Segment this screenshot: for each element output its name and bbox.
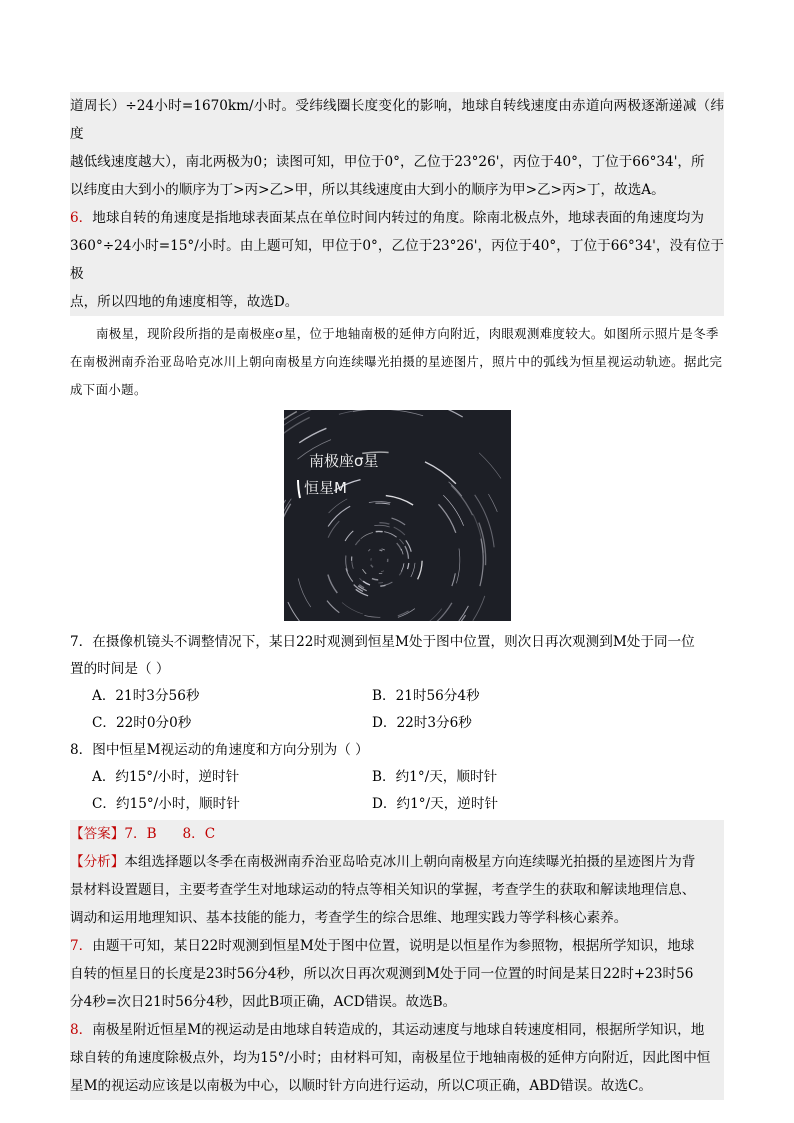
star-trail-arc <box>342 603 363 615</box>
star-trail-arc <box>363 569 367 574</box>
star-trail-arc <box>425 462 456 484</box>
star-trail-arc <box>381 571 384 572</box>
explanation-6-line: 点，所以四地的角速度相等，故选D。 <box>70 294 299 310</box>
explanation-6-number: 6． <box>70 210 93 226</box>
explanation-5-line: 道周长）÷24小时=1670km/小时。受纬线圈长度变化的影响，地球自转线速度由赤道向两极逐渐递减（纬度 <box>70 98 724 142</box>
star-trail-arc <box>436 603 452 621</box>
south-pole-star-label: 南极座σ星 <box>309 452 379 470</box>
star-trail-arc <box>284 504 291 549</box>
star-trail-arc <box>299 428 326 443</box>
page-content <box>70 92 724 1100</box>
explanation-8-line: 星M的视运动应该是以南极为中心，以顺时针方向进行运动，所以C项正确，ABD错误。故选C。 <box>70 1078 652 1094</box>
star-trail-arc <box>400 539 404 544</box>
question-8-options-row <box>70 791 724 818</box>
question-7-options-row <box>70 710 724 737</box>
analysis-text: 本组选择题以冬季在南极洲南乔治亚岛哈克冰川上朝向南极星方向连续曝光拍摄的星迹图片为背 <box>124 854 696 870</box>
star-trail-arc <box>363 581 370 585</box>
star-trails-graphic <box>284 410 511 621</box>
star-trail-arc <box>346 568 353 581</box>
star-trail-arc <box>372 579 378 580</box>
analysis-line: 景材料设置题目，主要考查学生对地球运动的特点等相关知识的掌握，考查学生的获取和解读地理信息、 <box>70 882 696 898</box>
explanation-6-line <box>70 204 724 232</box>
star-trail-arc <box>479 453 501 479</box>
star-trail-arc <box>352 561 354 569</box>
option-a: A．约15°/小时，逆时针 <box>92 769 240 785</box>
star-trail-arc <box>419 609 442 621</box>
star-trail-arc <box>411 563 415 577</box>
answer-tag: 【答案】 <box>70 826 125 842</box>
star-trail-arc <box>327 601 339 613</box>
star-trail-arc <box>368 549 370 551</box>
explanation-8-text: 南极星附近恒星M的视运动是由地球自转造成的，其运动速度与地球自转速度相同，根据所学知识，地 <box>92 1022 705 1038</box>
star-trail-arc <box>418 561 423 580</box>
star-trail-arc <box>374 525 389 527</box>
star-trail-arc <box>394 527 405 535</box>
answer-text: 7．B 8．C <box>124 826 216 842</box>
explanation-7-line: 分4秒=次日21时56分4秒，因此B项正确，ACD错误。故选B。 <box>70 994 457 1010</box>
question-8-options-row <box>70 764 724 791</box>
star-trail-arc <box>364 615 380 617</box>
star-trail-arc <box>375 503 390 504</box>
question-8-stem: 8．图中恒星M视运动的角速度和方向分别为（ ） <box>70 742 369 758</box>
star-m-label: 恒星M <box>304 479 347 497</box>
star-trail-arc <box>284 412 297 433</box>
explanation-5-line: 越低线速度越大），南北两极为0；读图可知，甲位于0°，乙位于23°26'，丙位于40°，丁位于66°34'，所 <box>70 154 705 170</box>
option-b: B．约1°/天，顺时针 <box>372 769 498 785</box>
question-7 <box>70 629 724 737</box>
explanation-5-line: 以纬度由大到小的顺序为丁>丙>乙>甲，所以其线速度由大到小的顺序为甲>乙>丙>丁，故选A。 <box>70 182 665 198</box>
star-trail-arc <box>371 565 373 568</box>
star-trail-arc <box>439 504 456 533</box>
star-trail-arc <box>488 494 497 512</box>
star-trail-photo <box>284 410 511 621</box>
star-trail-arc <box>345 531 353 541</box>
star-trail-arc <box>401 549 403 555</box>
explanation-8-line <box>70 1016 724 1044</box>
star-trail-arc <box>379 550 382 551</box>
explanation-8-number: 8． <box>70 1022 93 1038</box>
star-trail-arc <box>353 410 423 416</box>
star-trail-arc <box>408 563 409 569</box>
option-c: C．22时0分0秒 <box>92 715 192 731</box>
star-trail-arc <box>405 546 409 559</box>
analysis-tag: 【分析】 <box>70 854 125 870</box>
star-trail-arc <box>384 532 396 538</box>
star-trail-arc <box>328 575 337 593</box>
explanation-7-text: 由题干可知，某日22时观测到恒星M处于图中位置，说明是以恒星作为参照物，根据所学知识，地球 <box>92 938 695 954</box>
star-trail-arc <box>359 578 363 581</box>
star-trail-arc <box>379 523 389 524</box>
star-trail-arc <box>456 549 459 584</box>
star-trail-arc <box>380 585 385 586</box>
option-a: A．21时3分56秒 <box>92 688 200 704</box>
explanation-5-6 <box>70 92 724 316</box>
question-7-stem: 置的时间是（ ） <box>70 661 170 677</box>
star-trail-arc <box>451 485 472 515</box>
question-7-stem: 7．在摄像机镜头不调整情况下，某日22时观测到恒星M处于图中位置，则次日再次观测到M处于同一位 <box>70 634 695 650</box>
star-trail-arc <box>355 540 360 546</box>
analysis-line <box>70 848 724 876</box>
star-trail-arc <box>507 581 511 621</box>
star-trail-arc <box>392 518 406 525</box>
star-trail-arc <box>401 563 404 571</box>
option-b: B．21时56分4秒 <box>372 688 480 704</box>
star-trail-arc <box>455 615 465 621</box>
explanation-8-line: 球自转的角速度除极点外，均为15°/小时；由材料可知，南极星位于地轴南极的延伸方向附近，因此图中恒 <box>70 1050 711 1066</box>
star-trail-arc <box>443 495 463 526</box>
explanation-7-line: 自转的恒星日的长度是23时56分4秒，所以次日再次观测到M处于同一位置的时间是某日22时+23时56 <box>70 966 694 982</box>
star-trail-arc <box>473 596 485 621</box>
explanation-6-line: 360°÷24小时=15°/小时。由上题可知，甲位于0°，乙位于23°26'，丙位于40°，丁位于66°34'，没有位于极 <box>70 238 724 282</box>
star-trail-arc <box>369 502 391 503</box>
answer-and-analysis <box>70 820 724 1100</box>
star-trail-arc <box>386 496 413 505</box>
analysis-line: 调动和运用地理知识、基本技能的能力，考查学生的综合思维、地理实践力等学科核心素养。 <box>70 910 628 926</box>
star-trail-arc <box>328 506 350 526</box>
option-c: C．约15°/小时，顺时针 <box>92 796 240 812</box>
star-trail-arc <box>329 499 348 513</box>
star-trail-arc <box>361 533 373 539</box>
star-trail-arc <box>284 417 310 438</box>
star-trail-arc <box>398 609 415 618</box>
explanation-6-text: 地球自转的角速度是指地球表面某点在单位时间内转过的角度。除南北极点外，地球表面的角速度均为 <box>92 210 704 226</box>
star-m-trail <box>298 480 300 498</box>
answer-line <box>70 820 724 848</box>
star-trail-arc <box>397 543 402 550</box>
star-trail-arc <box>475 495 494 548</box>
question-7-options-row <box>70 683 724 710</box>
explanation-7-line <box>70 932 724 960</box>
star-trail-arc <box>413 410 463 417</box>
star-trail-arc <box>288 602 307 621</box>
option-d: D．22时3分6秒 <box>372 715 472 731</box>
star-trail-arc <box>399 571 402 576</box>
question-8 <box>70 737 724 818</box>
star-trail-arc <box>452 573 455 586</box>
star-trail-arc <box>382 549 385 550</box>
explanation-7-number: 7． <box>70 938 93 954</box>
material-intro: 南极星，现阶段所指的是南极座σ星，位于地轴南极的延伸方向附近，肉眼观测难度较大。如图所示照片是冬季在南极洲南乔治亚岛哈克冰川上朝向南极星方向连续曝光拍摄的星迹图片，照片中的弧线为恒星视运动轨迹。据此完成下面小题。 <box>70 326 723 397</box>
star-trail-arc <box>385 582 393 585</box>
option-d: D．约1°/天，逆时针 <box>372 796 499 812</box>
star-trail-arc <box>298 578 311 607</box>
